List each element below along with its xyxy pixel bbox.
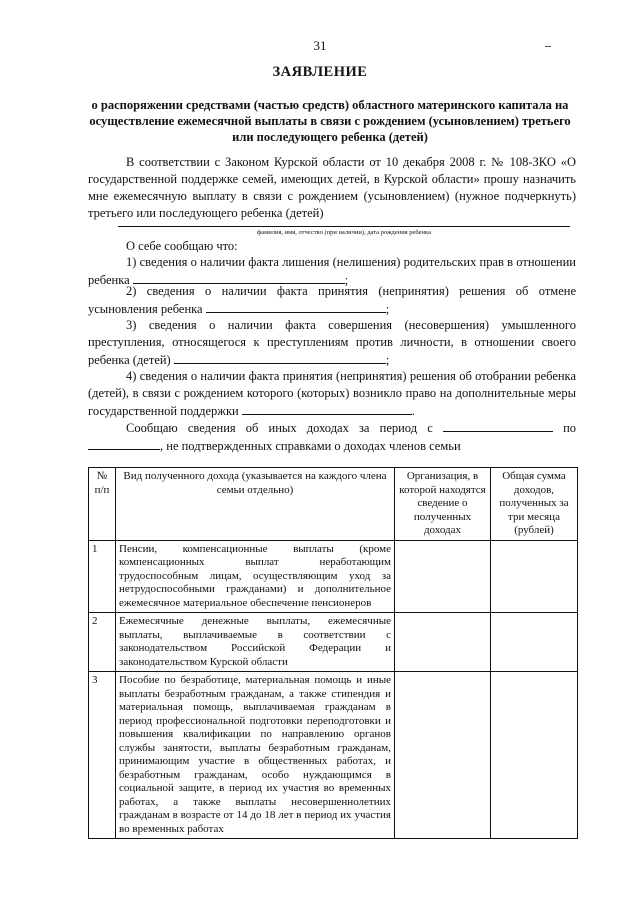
punct: ; [385,353,390,367]
row-income-type: Пенсии, компенсационные выплаты (кроме компенсационных выплат неработающим трудоспособным лицам, осуществляющим уход за нетрудоспособными гражданами) и дополнительное ежемесячное материальное обеспечение пенсионеров [116,540,395,613]
period-from-blank[interactable] [443,419,553,432]
scan-mark [545,46,551,47]
income-table [88,467,578,839]
row-organization-cell[interactable] [395,613,491,672]
table-row [89,540,578,613]
statement-item-4-blank[interactable] [242,402,412,415]
document-subtitle: о распоряжении средствами (частью средств) областного материнского капитала на осуществление ежемесячной выплаты в связи с рождением (усыновлением) третьего или последующего ребенка (детей) [89,98,571,144]
punct: ; [385,302,390,316]
row-sum-cell[interactable] [491,540,578,613]
statement-item-1-text: 1) сведения о наличии факта лишения (нелишения) родительских прав в отношении ребенка [88,255,576,287]
statement-item-4 [88,368,576,420]
intro-paragraph: В соответствии с Законом Курской области от 10 декабря 2008 г. № 108-ЗКО «О государственной поддержке семей, имеющих детей, в Курской области» прошу назначить мне ежемесячную выплату в связи с рождением (усыновлением) (нужное подчеркнуть) третьего или последующего ребенка (детей) [88,155,576,220]
header-organization: Организация, в которой находятся сведение о полученных доходах [395,468,491,541]
row-income-type: Ежемесячные денежные выплаты, ежемесячные выплаты, выплачиваемые в соответствии с законодательством Российской Федерации и законодательством Курской области [116,613,395,672]
punct: . [411,404,415,418]
statement-item-3-blank[interactable] [174,351,386,364]
table-header-row [89,468,578,541]
header-num: № п/п [89,468,116,541]
document-title: ЗАЯВЛЕНИЕ [272,64,368,80]
statement-item-4-text: 4) сведения о наличии факта принятия (непринятия) решения об отобрании ребенка (детей), в связи с рождением которого (которых) возникло право на дополнительные меры государственной поддержки [88,369,576,418]
row-num: 2 [89,613,116,672]
punct: ; [344,273,349,287]
statement-item-2-blank[interactable] [206,300,386,313]
row-organization-cell[interactable] [395,672,491,839]
page-number: 31 [313,38,327,53]
table-row [89,672,578,839]
row-sum-cell[interactable] [491,613,578,672]
row-num: 1 [89,540,116,613]
statement-item-3 [88,317,576,369]
header-total-sum: Общая сумма доходов, полученных за три месяца (рублей) [491,468,578,541]
statement-item-3-text: 3) сведения о наличии факта совершения (несовершения) умышленного преступления, относящегося к преступлениям против личности, в отношении своего ребенка (детей) [88,318,576,367]
row-organization-cell[interactable] [395,540,491,613]
applicant-fill-line[interactable] [118,226,570,227]
about-self-label: О себе сообщаю что: [126,239,238,253]
row-sum-cell[interactable] [491,672,578,839]
income-intro-tail: , не подтвержденных справками о доходах членов семьи [160,439,461,453]
header-income-type: Вид полученного дохода (указывается на каждого члена семьи отдельно) [116,468,395,541]
table-row [89,613,578,672]
statement-item-2-text: 2) сведения о наличии факта принятия (непринятия) решения об отмене усыновления ребенка [88,284,576,316]
row-num: 3 [89,672,116,839]
fill-line-caption: фамилия, имя, отчество (при наличии), дата рождения ребенка [257,229,431,236]
period-to-blank[interactable] [88,437,160,450]
row-income-type: Пособие по безработице, материальная помощь и иные выплаты безработным гражданам, а также стипендия и материальная помощь, выплачиваемая гражданам в период профессиональной подготовки переподготовки и повышения квалификации по направлению органов службы занятости, выплаты безработным гражданам, принимающим участие в общественных работах, и безработным гражданам, особо нуждающимся в социальной защите, в период их участия во временных работах, а также выплаты несовершеннолетних гражданам в возрасте от 14 до 18 лет в период их участия во временных работах [116,672,395,839]
income-intro-po: по [563,421,577,435]
statement-item-2 [88,283,576,318]
income-intro [88,419,576,455]
income-intro-text: Сообщаю сведения об иных доходах за период с [126,421,433,435]
